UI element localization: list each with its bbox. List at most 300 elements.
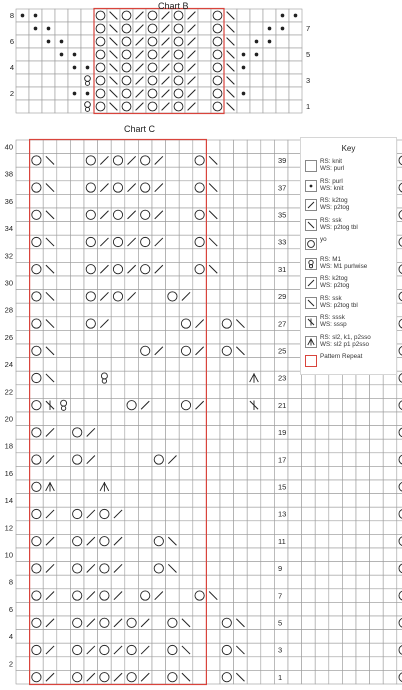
chart-c-cell xyxy=(30,521,44,535)
chart-c-cell xyxy=(43,548,57,562)
chart-c-row-label: 8 xyxy=(8,577,13,587)
chart-c-cell xyxy=(288,643,302,657)
chart-c-cell xyxy=(138,167,152,181)
chart-c-cell xyxy=(261,140,275,154)
chart-c-cell xyxy=(111,412,125,426)
chart-c-cell xyxy=(179,453,193,467)
chart-c-row-label: 6 xyxy=(8,604,13,614)
chart-c-cell xyxy=(84,358,98,372)
chart-c-cell xyxy=(247,670,261,684)
chart-c-cell xyxy=(152,643,166,657)
chart-c-cell xyxy=(138,412,152,426)
chart-c-cell xyxy=(111,575,125,589)
chart-c-row-label: 29 xyxy=(278,292,287,302)
chart-b-row-label: 8 xyxy=(9,11,14,21)
chart-c-cell xyxy=(84,303,98,317)
chart-c-cell xyxy=(397,575,402,589)
chart-c-cell xyxy=(220,262,234,276)
chart-c-cell xyxy=(98,194,112,208)
chart-c-cell xyxy=(179,358,193,372)
chart-c-cell xyxy=(274,194,288,208)
chart-c-cell xyxy=(152,494,166,508)
chart-c-cell xyxy=(274,276,288,290)
chart-c-cell xyxy=(193,494,207,508)
chart-c-cell xyxy=(138,534,152,548)
chart-c-cell xyxy=(220,480,234,494)
chart-c-cell xyxy=(152,371,166,385)
chart-c-cell xyxy=(274,412,288,426)
chart-c-cell xyxy=(288,602,302,616)
chart-c-cell xyxy=(98,140,112,154)
chart-c-cell xyxy=(234,276,248,290)
key-description-line: WS: p2tog xyxy=(320,282,350,290)
chart-c-cell xyxy=(274,494,288,508)
chart-c-cell xyxy=(138,358,152,372)
chart-c-cell xyxy=(342,426,356,440)
chart-c-cell xyxy=(125,589,139,603)
chart-c-cell xyxy=(193,480,207,494)
chart-c-row-label: 38 xyxy=(4,169,13,179)
chart-c-cell xyxy=(288,507,302,521)
chart-c-cell xyxy=(16,222,30,236)
chart-c-cell xyxy=(43,602,57,616)
chart-c-cell xyxy=(315,494,329,508)
chart-c-cell xyxy=(206,385,220,399)
chart-c-cell xyxy=(206,426,220,440)
chart-c-cell xyxy=(179,657,193,671)
chart-c-cell xyxy=(206,494,220,508)
chart-c-cell xyxy=(193,521,207,535)
chart-c-cell xyxy=(98,439,112,453)
chart-c-cell xyxy=(356,521,370,535)
chart-c-cell xyxy=(166,371,180,385)
chart-c-cell xyxy=(125,412,139,426)
chart-c-cell xyxy=(16,249,30,263)
chart-c-cell xyxy=(370,643,384,657)
chart-c-cell xyxy=(206,630,220,644)
chart-c-cell xyxy=(329,602,343,616)
key-swatch xyxy=(305,238,317,250)
chart-c-cell xyxy=(247,249,261,263)
chart-c-row-label: 14 xyxy=(4,496,13,506)
chart-c-cell xyxy=(206,167,220,181)
chart-c-cell xyxy=(16,562,30,576)
chart-c-cell xyxy=(193,371,207,385)
chart-c-title: Chart C xyxy=(124,124,156,134)
chart-c-cell xyxy=(16,412,30,426)
chart-c-cell xyxy=(315,630,329,644)
chart-c-cell xyxy=(16,303,30,317)
chart-c-cell xyxy=(16,167,30,181)
chart-c-cell xyxy=(234,562,248,576)
key-description xyxy=(320,334,371,349)
chart-c-row-label: 35 xyxy=(278,210,287,220)
chart-c-cell xyxy=(125,276,139,290)
chart-c-cell xyxy=(70,208,84,222)
chart-c-cell xyxy=(247,439,261,453)
chart-c-cell xyxy=(43,303,57,317)
chart-c-cell xyxy=(274,575,288,589)
chart-c-cell xyxy=(356,385,370,399)
chart-c-cell xyxy=(302,562,316,576)
make-one-icon xyxy=(309,260,313,268)
chart-c-cell xyxy=(329,616,343,630)
chart-c-cell xyxy=(234,630,248,644)
chart-c-cell xyxy=(356,466,370,480)
chart-c-row-label: 34 xyxy=(4,224,13,234)
chart-c-cell xyxy=(383,616,397,630)
chart-c-cell xyxy=(342,398,356,412)
chart-c-cell xyxy=(356,439,370,453)
chart-c-cell xyxy=(16,330,30,344)
chart-c-cell xyxy=(57,630,71,644)
chart-c-cell xyxy=(247,575,261,589)
chart-c-cell xyxy=(16,575,30,589)
chart-c-cell xyxy=(315,412,329,426)
chart-c-cell xyxy=(57,494,71,508)
chart-c-cell xyxy=(206,412,220,426)
chart-c-cell xyxy=(193,616,207,630)
chart-c-cell xyxy=(220,385,234,399)
chart-c-cell xyxy=(70,344,84,358)
chart-c-cell xyxy=(370,480,384,494)
key-description xyxy=(320,178,343,193)
chart-c-cell xyxy=(274,630,288,644)
chart-c-cell xyxy=(152,140,166,154)
chart-c-cell xyxy=(193,140,207,154)
chart-c-cell xyxy=(288,670,302,684)
key-description xyxy=(320,197,349,212)
chart-c-cell xyxy=(138,385,152,399)
chart-c-cell xyxy=(166,303,180,317)
chart-c-cell xyxy=(125,344,139,358)
chart-c-cell xyxy=(206,575,220,589)
chart-c-cell xyxy=(152,466,166,480)
chart-c-cell xyxy=(16,276,30,290)
chart-c-row-label: 19 xyxy=(278,428,287,438)
chart-c-cell xyxy=(70,222,84,236)
chart-c-cell xyxy=(370,466,384,480)
chart-c-cell xyxy=(383,562,397,576)
chart-c-cell xyxy=(125,317,139,331)
chart-c-cell xyxy=(84,521,98,535)
chart-c-cell xyxy=(370,439,384,453)
chart-c-cell xyxy=(274,466,288,480)
chart-c-cell xyxy=(247,602,261,616)
chart-c-cell xyxy=(70,330,84,344)
chart-c-cell xyxy=(152,412,166,426)
chart-c-row-label: 12 xyxy=(4,523,13,533)
chart-c-cell xyxy=(193,466,207,480)
chart-c-cell xyxy=(84,276,98,290)
chart-c-cell xyxy=(234,575,248,589)
chart-c-cell xyxy=(57,602,71,616)
chart-c-cell xyxy=(234,534,248,548)
chart-c-cell xyxy=(397,222,402,236)
chart-c-cell xyxy=(111,453,125,467)
chart-c-cell xyxy=(125,575,139,589)
chart-c-cell xyxy=(138,494,152,508)
chart-c-cell xyxy=(70,140,84,154)
chart-c-cell xyxy=(111,276,125,290)
chart-c-cell xyxy=(111,194,125,208)
chart-c-cell xyxy=(16,358,30,372)
chart-c-cell xyxy=(166,344,180,358)
chart-c-cell xyxy=(43,222,57,236)
chart-c-cell xyxy=(383,480,397,494)
chart-c-cell xyxy=(179,507,193,521)
chart-c-cell xyxy=(247,589,261,603)
chart-c-cell xyxy=(234,249,248,263)
chart-c-cell xyxy=(193,167,207,181)
key-description xyxy=(320,256,367,271)
yarnover-icon xyxy=(308,241,315,248)
chart-c-cell xyxy=(70,385,84,399)
chart-c-cell xyxy=(70,303,84,317)
chart-c-cell xyxy=(370,385,384,399)
chart-c-cell xyxy=(179,262,193,276)
chart-c-cell xyxy=(70,657,84,671)
chart-b-title: Chart B xyxy=(158,1,189,11)
chart-c-cell xyxy=(220,181,234,195)
key-description xyxy=(320,158,344,173)
chart-c-cell xyxy=(16,235,30,249)
chart-c-cell xyxy=(84,480,98,494)
chart-c-cell xyxy=(138,426,152,440)
chart-c-cell xyxy=(16,290,30,304)
chart-c-cell xyxy=(288,385,302,399)
chart-c-cell xyxy=(206,358,220,372)
chart-c-cell xyxy=(57,249,71,263)
chart-c-cell xyxy=(57,262,71,276)
k2tog-icon xyxy=(308,202,314,208)
chart-c-cell xyxy=(302,630,316,644)
chart-c-cell xyxy=(302,643,316,657)
chart-c-cell xyxy=(111,466,125,480)
key-description-line: RS: sssk xyxy=(320,314,345,321)
chart-c-cell xyxy=(356,398,370,412)
chart-c-cell xyxy=(125,303,139,317)
chart-c-cell xyxy=(261,303,275,317)
chart-c-cell xyxy=(179,466,193,480)
chart-c-cell xyxy=(30,303,44,317)
chart-c-cell xyxy=(234,657,248,671)
chart-c-cell xyxy=(302,412,316,426)
chart-c-cell xyxy=(166,439,180,453)
chart-c-cell xyxy=(138,194,152,208)
chart-c-cell xyxy=(57,276,71,290)
chart-c-row-label: 31 xyxy=(278,264,287,274)
chart-c-cell xyxy=(138,480,152,494)
chart-c-cell xyxy=(302,480,316,494)
chart-c-cell xyxy=(166,222,180,236)
chart-c-cell xyxy=(370,562,384,576)
chart-c-cell xyxy=(220,466,234,480)
chart-c-cell xyxy=(397,385,402,399)
chart-c-cell xyxy=(152,358,166,372)
chart-c-cell xyxy=(166,276,180,290)
chart-c-cell xyxy=(70,194,84,208)
chart-c-cell xyxy=(234,290,248,304)
chart-c-cell xyxy=(193,657,207,671)
chart-c-cell xyxy=(138,521,152,535)
chart-c-cell xyxy=(57,480,71,494)
chart-c-cell xyxy=(206,616,220,630)
chart-c-cell xyxy=(70,181,84,195)
chart-c-cell xyxy=(57,181,71,195)
chart-c-cell xyxy=(57,670,71,684)
chart-c-cell xyxy=(315,534,329,548)
chart-c-cell xyxy=(57,208,71,222)
chart-c-cell xyxy=(193,222,207,236)
chart-c-cell xyxy=(84,548,98,562)
chart-c-cell xyxy=(302,507,316,521)
chart-c-cell xyxy=(43,330,57,344)
chart-c-cell xyxy=(152,276,166,290)
chart-c-cell xyxy=(193,426,207,440)
chart-c-cell xyxy=(329,548,343,562)
chart-c-cell xyxy=(261,167,275,181)
chart-c-cell xyxy=(397,276,402,290)
chart-c-cell xyxy=(193,439,207,453)
key-description-line: WS: sssp xyxy=(320,321,347,329)
chart-c-cell xyxy=(43,494,57,508)
chart-c-cell xyxy=(397,330,402,344)
chart-c-cell xyxy=(342,480,356,494)
sl2-k1-p2sso-icon xyxy=(308,338,314,345)
chart-c-cell xyxy=(179,575,193,589)
chart-c-row-label: 28 xyxy=(4,305,13,315)
chart-c-cell xyxy=(329,589,343,603)
chart-c-cell xyxy=(342,657,356,671)
chart-c-cell xyxy=(193,303,207,317)
chart-c-cell xyxy=(98,494,112,508)
chart-c-cell xyxy=(84,371,98,385)
chart-c-row-label: 27 xyxy=(278,319,287,329)
chart-c-cell xyxy=(234,262,248,276)
chart-c-cell xyxy=(111,371,125,385)
chart-c-cell xyxy=(57,453,71,467)
key-swatch xyxy=(305,316,317,328)
chart-c-cell xyxy=(220,194,234,208)
chart-c-cell xyxy=(125,480,139,494)
chart-c-cell xyxy=(397,358,402,372)
chart-c-cell xyxy=(220,426,234,440)
chart-c-cell xyxy=(111,330,125,344)
chart-c-cell xyxy=(70,167,84,181)
chart-c-cell xyxy=(16,534,30,548)
chart-c-cell xyxy=(138,453,152,467)
chart-c-row-label: 21 xyxy=(278,400,287,410)
chart-c-cell xyxy=(43,412,57,426)
chart-c-cell xyxy=(247,630,261,644)
chart-c-row-label: 24 xyxy=(4,360,13,370)
chart-c-cell xyxy=(302,575,316,589)
chart-c-cell xyxy=(43,466,57,480)
chart-c-row-label: 40 xyxy=(4,142,13,152)
chart-c-cell xyxy=(370,602,384,616)
chart-c-cell xyxy=(261,398,275,412)
chart-c-cell xyxy=(288,589,302,603)
chart-c-cell xyxy=(234,140,248,154)
chart-c-cell xyxy=(370,657,384,671)
chart-c-cell xyxy=(302,426,316,440)
chart-c-cell xyxy=(57,222,71,236)
chart-c-cell xyxy=(193,249,207,263)
chart-c-cell xyxy=(234,589,248,603)
chart-c-cell xyxy=(206,548,220,562)
chart-c-cell xyxy=(138,562,152,576)
chart-c-cell xyxy=(16,589,30,603)
chart-c-cell xyxy=(179,548,193,562)
chart-c-cell xyxy=(166,317,180,331)
chart-c-cell xyxy=(84,222,98,236)
key-description-line: RS: ssk xyxy=(320,216,342,224)
key-description-line: WS: p2tog tbl xyxy=(320,301,358,309)
chart-c-cell xyxy=(220,222,234,236)
chart-c-cell xyxy=(111,439,125,453)
chart-c-row-label: 11 xyxy=(278,536,286,546)
chart-c-cell xyxy=(166,398,180,412)
chart-c-cell xyxy=(397,439,402,453)
chart-c-cell xyxy=(70,371,84,385)
chart-c-cell xyxy=(16,426,30,440)
chart-b-row-label: 2 xyxy=(9,89,14,99)
chart-c-cell xyxy=(288,398,302,412)
chart-c-cell xyxy=(57,426,71,440)
chart-c-cell xyxy=(302,398,316,412)
chart-c-cell xyxy=(206,344,220,358)
chart-c-cell xyxy=(111,602,125,616)
chart-c-cell xyxy=(220,657,234,671)
chart-c-cell xyxy=(193,534,207,548)
chart-c-cell xyxy=(356,453,370,467)
chart-c-cell xyxy=(220,494,234,508)
chart-c-cell xyxy=(370,412,384,426)
chart-c-cell xyxy=(98,466,112,480)
chart-c-cell xyxy=(57,548,71,562)
chart-c-cell xyxy=(397,249,402,263)
chart-c-row-label: 25 xyxy=(278,346,287,356)
chart-c-cell xyxy=(329,439,343,453)
chart-c-cell xyxy=(397,630,402,644)
chart-c-cell xyxy=(370,575,384,589)
chart-c-cell xyxy=(193,575,207,589)
purl-dot-icon xyxy=(310,184,313,187)
chart-c-cell xyxy=(16,371,30,385)
chart-c-cell xyxy=(397,521,402,535)
chart-c-cell xyxy=(261,562,275,576)
chart-c-cell xyxy=(179,276,193,290)
chart-c-cell xyxy=(152,249,166,263)
chart-c-cell xyxy=(111,521,125,535)
chart-c-cell xyxy=(261,439,275,453)
chart-c-cell xyxy=(342,602,356,616)
chart-c-cell xyxy=(342,630,356,644)
chart-c-cell xyxy=(383,466,397,480)
chart-c-cell xyxy=(315,480,329,494)
chart-c-cell xyxy=(30,276,44,290)
chart-c-cell xyxy=(138,140,152,154)
chart-c-cell xyxy=(125,534,139,548)
chart-c-cell xyxy=(247,167,261,181)
chart-c-cell xyxy=(152,398,166,412)
chart-c-cell xyxy=(370,616,384,630)
chart-b-row-label: 5 xyxy=(306,50,311,60)
chart-c-cell xyxy=(57,507,71,521)
chart-c-cell xyxy=(57,303,71,317)
chart-c-cell xyxy=(234,235,248,249)
